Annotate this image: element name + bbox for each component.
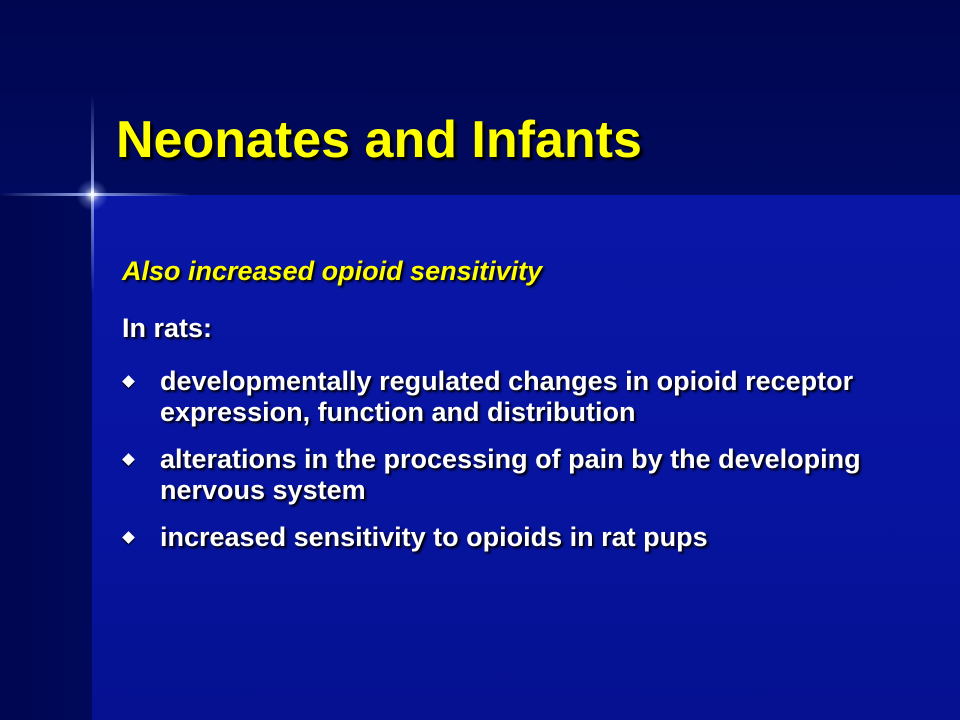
bullet-text: increased sensitivity to opioids in rat pups (160, 522, 708, 552)
sparkle-glow (76, 179, 108, 211)
intro-text: In rats: (122, 313, 213, 343)
bullet-item (122, 522, 912, 553)
diamond-bullet-icon (122, 531, 135, 544)
diamond-bullet-icon (122, 453, 135, 466)
bullet-item (122, 366, 912, 428)
slide-title: Neonates and Infants (116, 111, 642, 169)
bullet-list (122, 366, 912, 569)
bullet-text: developmentally regulated changes in opioid receptor expression, function and distribution (160, 366, 854, 427)
bullet-text: alterations in the processing of pain by the developing nervous system (160, 444, 861, 505)
left-strip (0, 195, 92, 720)
slide-subtitle: Also increased opioid sensitivity (122, 256, 543, 286)
bullet-item (122, 444, 912, 506)
diamond-bullet-icon (122, 375, 135, 388)
